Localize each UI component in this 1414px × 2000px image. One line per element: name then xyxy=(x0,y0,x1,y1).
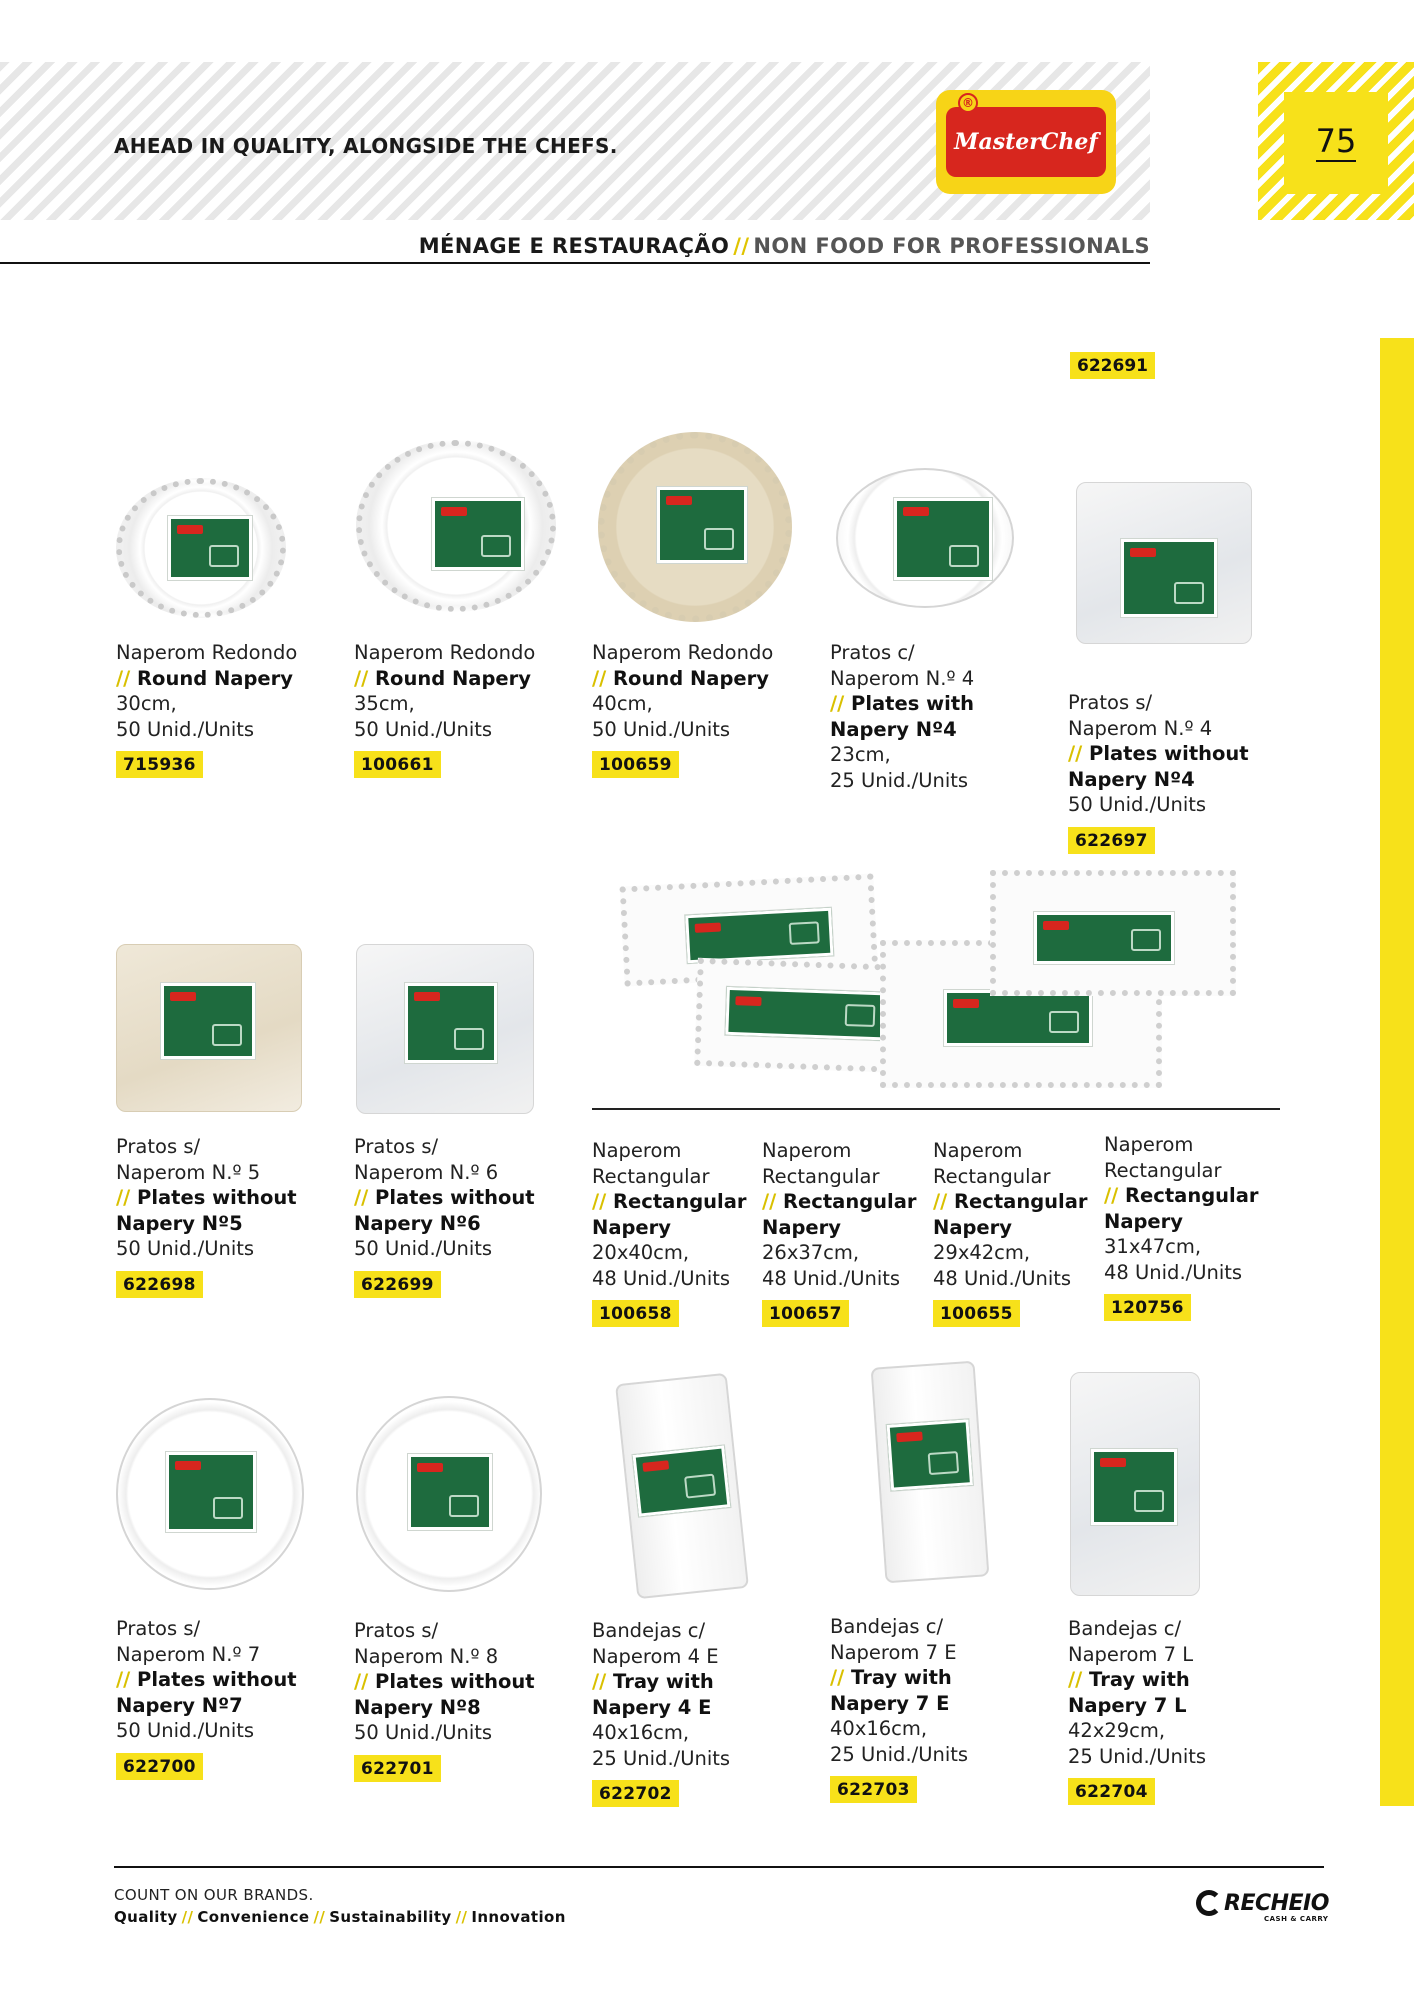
product-image-round-napery-30 xyxy=(116,478,286,618)
product-code-extra: 622691 xyxy=(1070,352,1155,379)
product-code: 622701 xyxy=(354,1755,441,1782)
product-code: 100658 xyxy=(592,1300,679,1327)
product-code: 100657 xyxy=(762,1300,849,1327)
product-image-tray-napery-4e xyxy=(615,1373,749,1600)
product-code: 622697 xyxy=(1068,827,1155,854)
product-image-round-napery-35 xyxy=(356,440,556,612)
product-code: 622699 xyxy=(354,1271,441,1298)
product-code: 100659 xyxy=(592,751,679,778)
masterchef-logo xyxy=(936,90,1116,194)
product-image-tray-napery-7e xyxy=(871,1361,990,1584)
recheio-subtitle: CASH & CARRY xyxy=(1264,1915,1329,1923)
page-number: 75 xyxy=(1284,92,1388,194)
product-code: 622700 xyxy=(116,1753,203,1780)
product-tray-napery-7l: Bandejas c/ Naperom 7 L // Tray with Napery 7 L 42x29cm, 25 Unid./Units 622704 xyxy=(1068,1616,1206,1805)
product-plates-without-napery-7: Pratos s/ Naperom N.º 7 // Plates without Napery Nº7 50 Unid./Units 622700 xyxy=(116,1616,297,1780)
product-plates-without-napery-5: Pratos s/ Naperom N.º 5 // Plates without Napery Nº5 50 Unid./Units 622698 xyxy=(116,1134,297,1298)
footer-divider xyxy=(114,1866,1324,1868)
product-round-napery-35: Naperom Redondo // Round Napery 35cm, 50 Unid./Units 100661 xyxy=(354,640,535,778)
product-code: 622704 xyxy=(1068,1778,1155,1805)
product-code: 120756 xyxy=(1104,1294,1191,1321)
logo-text: MasterChef xyxy=(954,129,1098,155)
product-code: 622703 xyxy=(830,1776,917,1803)
product-image-rectangular-napery-4 xyxy=(990,870,1236,996)
product-code: 100661 xyxy=(354,751,441,778)
product-image-plates-without-napery-5 xyxy=(116,944,302,1112)
footer-values: Quality // Convenience // Sustainability // Innovation xyxy=(114,1908,566,1926)
product-image-plates-without-napery-8 xyxy=(356,1396,542,1592)
product-round-napery-30: Naperom Redondo // Round Napery 30cm, 50 Unid./Units 715936 xyxy=(116,640,297,778)
registered-mark: ® xyxy=(958,93,978,113)
product-code: 622702 xyxy=(592,1780,679,1807)
product-plates-without-napery-6: Pratos s/ Naperom N.º 6 // Plates without Napery Nº6 50 Unid./Units 622699 xyxy=(354,1134,535,1298)
product-plates-with-napery-4: Pratos c/ Naperom N.º 4 // Plates with Napery Nº4 23cm, 25 Unid./Units xyxy=(830,641,975,792)
product-plates-without-napery-4: Pratos s/ Naperom N.º 4 // Plates without Napery Nº4 50 Unid./Units 622697 xyxy=(1068,690,1249,854)
product-image-tray-napery-7l xyxy=(1070,1372,1200,1596)
product-code: 622698 xyxy=(116,1271,203,1298)
tagline: AHEAD IN QUALITY, ALONGSIDE THE CHEFS. xyxy=(114,134,618,158)
product-image-plates-without-napery-7 xyxy=(116,1398,304,1590)
product-image-plates-with-napery-4 xyxy=(836,468,1014,608)
product-rectangular-napery-29x42: Naperom Rectangular // Rectangular Napery 29x42cm, 48 Unid./Units 100655 xyxy=(933,1138,1088,1327)
product-image-plates-without-napery-6 xyxy=(356,944,534,1114)
section-title: MÉNAGE E RESTAURAÇÃO // NON FOOD FOR PROFESSIONALS xyxy=(418,234,1150,258)
product-round-napery-40: Naperom Redondo // Round Napery 40cm, 50 Unid./Units 100659 xyxy=(592,640,773,778)
product-image-plates-without-napery-4 xyxy=(1076,482,1252,644)
product-tray-napery-4e: Bandejas c/ Naperom 4 E // Tray with Napery 4 E 40x16cm, 25 Unid./Units 622702 xyxy=(592,1618,730,1807)
header-divider xyxy=(0,262,1150,264)
product-rectangular-napery-20x40: Naperom Rectangular // Rectangular Napery 20x40cm, 48 Unid./Units 100658 xyxy=(592,1138,747,1327)
product-tray-napery-7e: Bandejas c/ Naperom 7 E // Tray with Napery 7 E 40x16cm, 25 Unid./Units 622703 xyxy=(830,1614,968,1803)
side-accent-bar xyxy=(1380,338,1414,1806)
product-code: 715936 xyxy=(116,751,203,778)
product-image-round-napery-40 xyxy=(598,432,792,622)
recheio-logo: RECHEIO xyxy=(1196,1890,1329,1916)
product-code: 100655 xyxy=(933,1300,1020,1327)
recheio-mark-icon xyxy=(1196,1890,1222,1916)
product-rectangular-napery-31x47: Naperom Rectangular // Rectangular Napery 31x47cm, 48 Unid./Units 120756 xyxy=(1104,1132,1259,1321)
footer-slogan: COUNT ON OUR BRANDS. xyxy=(114,1886,314,1904)
row-divider xyxy=(592,1108,1280,1110)
product-rectangular-napery-26x37: Naperom Rectangular // Rectangular Napery 26x37cm, 48 Unid./Units 100657 xyxy=(762,1138,917,1327)
product-plates-without-napery-8: Pratos s/ Naperom N.º 8 // Plates without Napery Nº8 50 Unid./Units 622701 xyxy=(354,1618,535,1782)
